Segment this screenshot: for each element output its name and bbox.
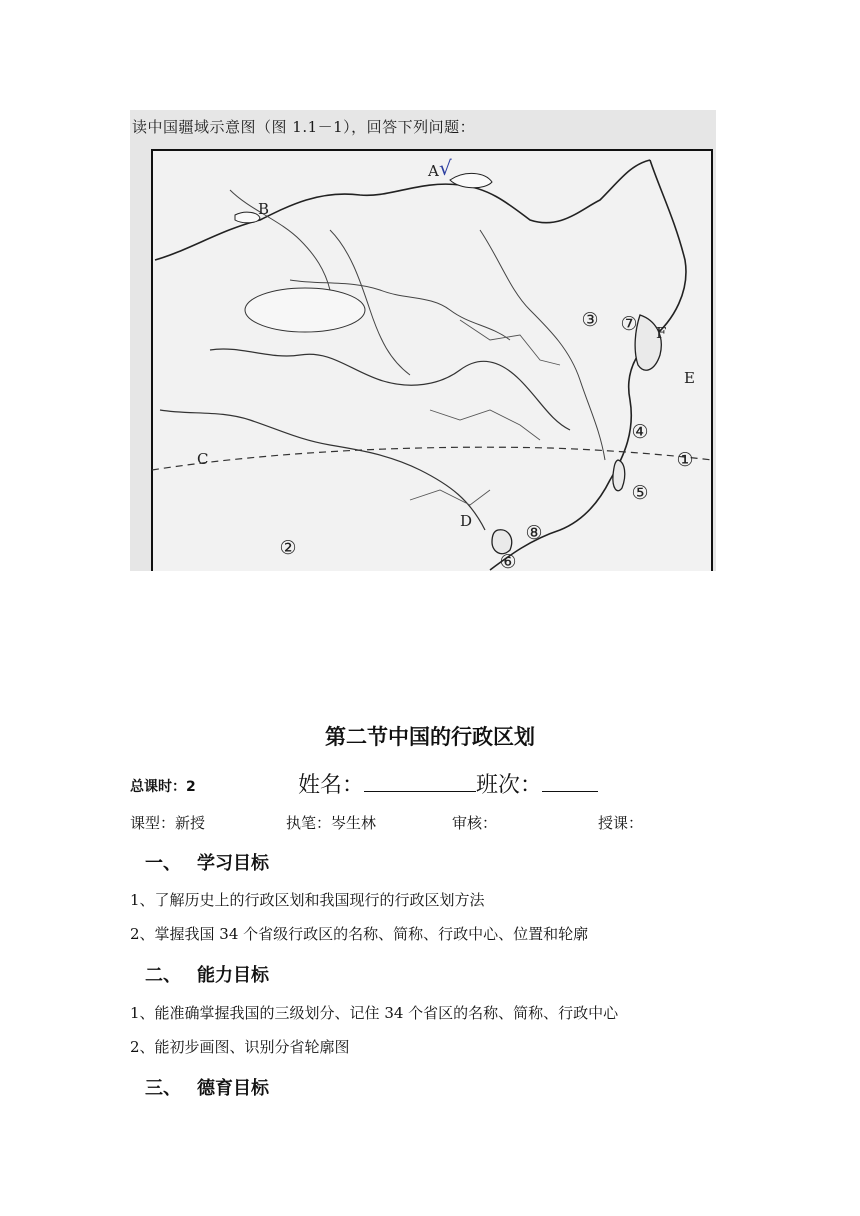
circled-number-4: ④ xyxy=(631,421,649,443)
map-caption: 读中国疆域示意图（图 1.1－1），回答下列问题： xyxy=(132,118,476,136)
total-hours: 总课时：2 xyxy=(130,779,196,795)
teacher: 授课： xyxy=(598,814,644,832)
section-heading-learning-goals xyxy=(145,849,269,875)
circled-number-1: ① xyxy=(676,449,694,471)
section-title: 学习目标 xyxy=(197,853,269,874)
name-class-fields xyxy=(298,768,598,799)
circled-number-2: ② xyxy=(279,537,297,559)
list-item: 2、掌握我国 34 个省级行政区的名称、简称、行政中心、位置和轮廓 xyxy=(130,925,589,943)
section-number: 二、 xyxy=(145,965,181,986)
meta-row-1 xyxy=(130,768,730,798)
section-number: 三、 xyxy=(145,1078,181,1099)
name-blank[interactable] xyxy=(364,771,476,792)
class-label: 班次： xyxy=(476,773,543,798)
china-map-outline xyxy=(130,110,716,571)
map-label-d: D xyxy=(460,512,473,530)
lesson-type: 课型：新授 xyxy=(130,814,206,832)
reviewer: 审核： xyxy=(452,814,498,832)
checkmark-annotation: √ xyxy=(439,156,452,180)
section-title: 德育目标 xyxy=(197,1078,269,1099)
map-figure xyxy=(130,110,716,571)
list-item: 1、能准确掌握我国的三级划分、记住 34 个省区的名称、简称、行政中心 xyxy=(130,1004,619,1022)
map-label-e: E xyxy=(684,369,695,387)
list-item: 1、了解历史上的行政区划和我国现行的行政区划方法 xyxy=(130,891,485,909)
circled-number-8: ⑧ xyxy=(525,522,543,544)
section-number: 一、 xyxy=(145,853,181,874)
section-heading-moral-goals xyxy=(145,1074,269,1100)
name-label: 姓名： xyxy=(298,773,365,798)
map-label-b: B xyxy=(258,200,270,218)
circled-number-7: ⑦ xyxy=(620,313,638,335)
section-title: 能力目标 xyxy=(197,965,269,986)
list-item: 2、能初步画图、识别分省轮廓图 xyxy=(130,1038,350,1056)
author: 执笔：岑生林 xyxy=(286,814,377,832)
section-heading-ability-goals xyxy=(145,961,269,987)
circled-number-5: ⑤ xyxy=(631,482,649,504)
map-label-f: F xyxy=(656,324,667,342)
page-title: 第二节中国的行政区划 xyxy=(325,725,535,749)
circled-number-3: ③ xyxy=(581,309,599,331)
map-label-a: A xyxy=(428,162,439,180)
class-blank[interactable] xyxy=(542,771,598,792)
circled-number-6: ⑥ xyxy=(499,551,517,571)
map-label-c: C xyxy=(197,450,209,468)
